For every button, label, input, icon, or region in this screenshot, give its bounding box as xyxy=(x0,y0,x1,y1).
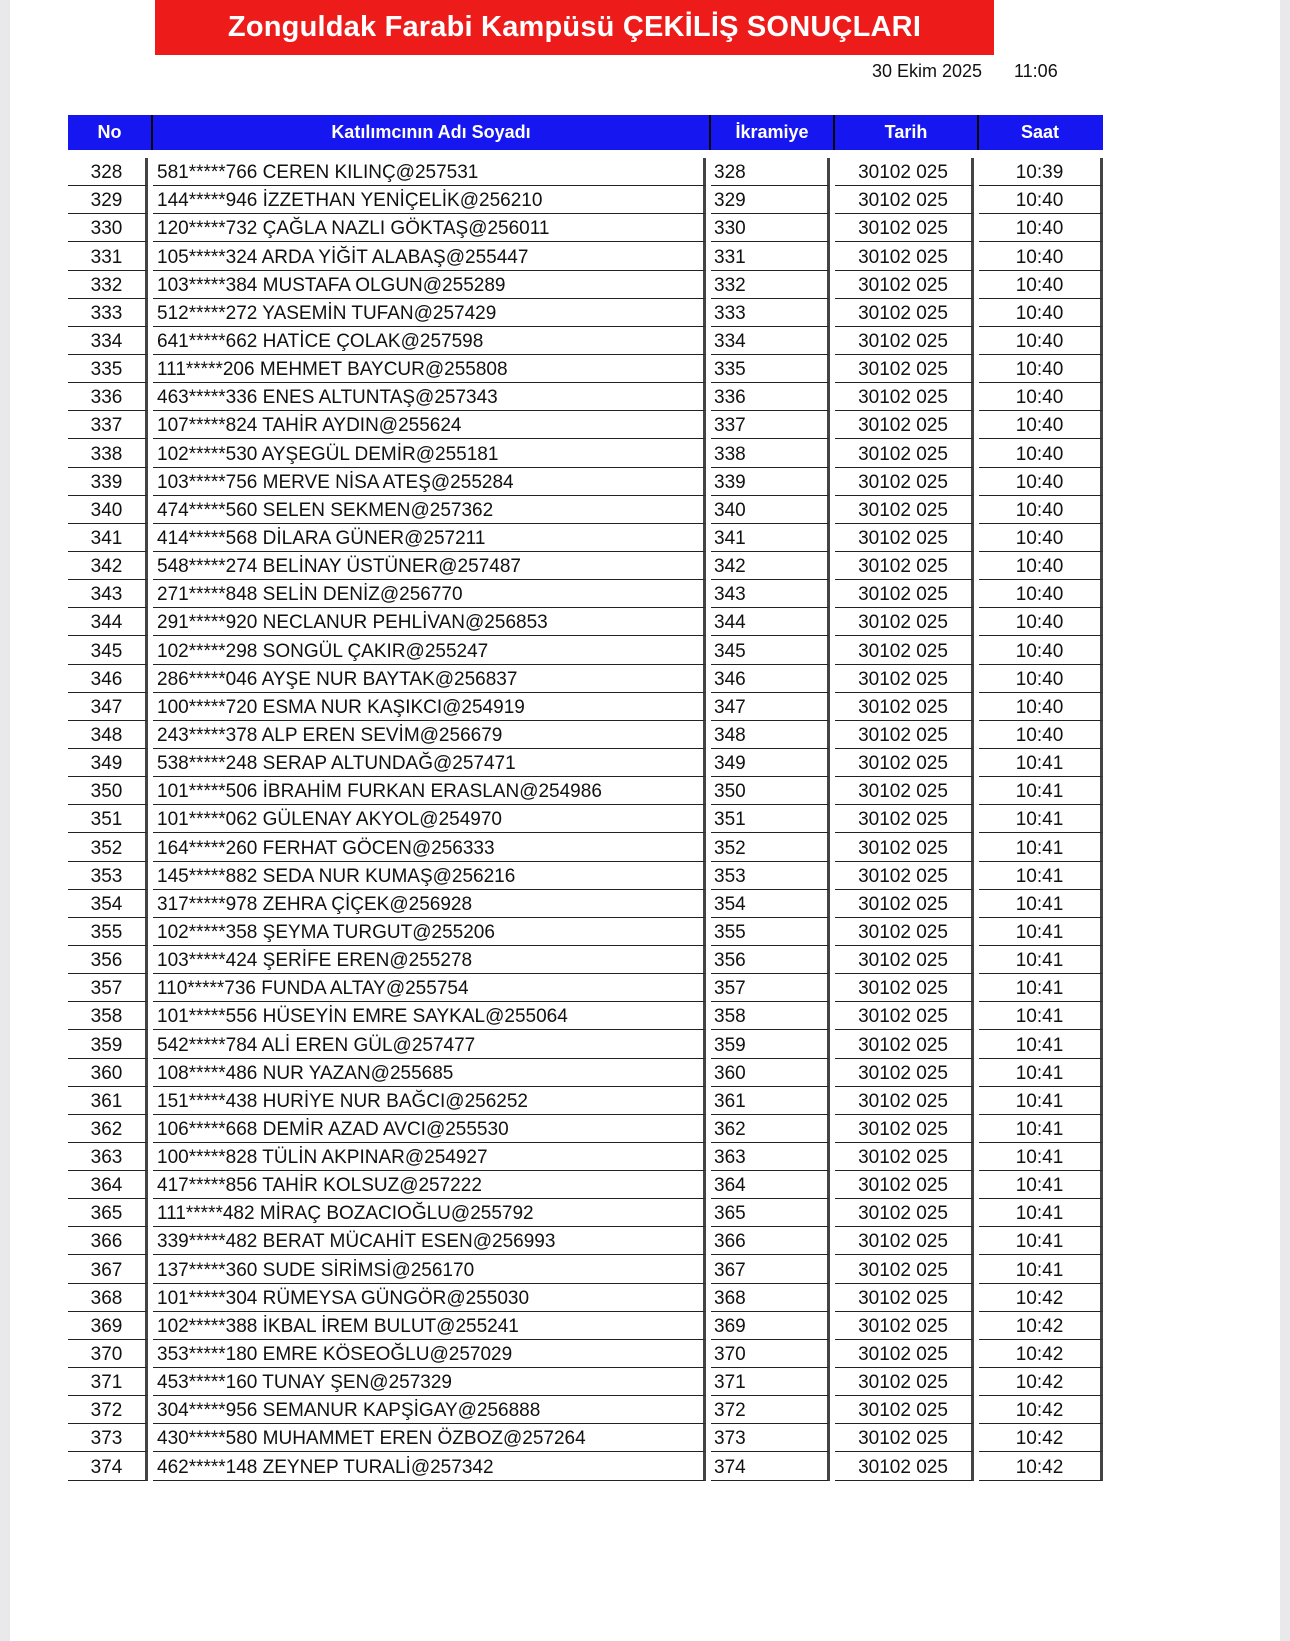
cell-date: 30102 025 xyxy=(835,1227,974,1255)
cell-no: 350 xyxy=(68,777,148,805)
cell-date: 30102 025 xyxy=(835,1030,974,1058)
table-row xyxy=(68,299,1123,327)
cell-date: 30102 025 xyxy=(835,777,974,805)
table-row xyxy=(68,327,1123,355)
cell-prize: 349 xyxy=(711,749,830,777)
cell-no: 332 xyxy=(68,271,148,299)
cell-time: 10:41 xyxy=(979,1199,1103,1227)
cell-time: 10:42 xyxy=(979,1368,1103,1396)
table-row xyxy=(68,946,1123,974)
cell-time: 10:40 xyxy=(979,439,1103,467)
cell-date: 30102 025 xyxy=(835,918,974,946)
cell-time: 10:40 xyxy=(979,242,1103,270)
table-row xyxy=(68,1143,1123,1171)
cell-participant: 102*****358 ŞEYMA TURGUT@255206 xyxy=(153,918,706,946)
cell-time: 10:41 xyxy=(979,1002,1103,1030)
cell-no: 328 xyxy=(68,158,148,186)
cell-prize: 357 xyxy=(711,974,830,1002)
cell-time: 10:40 xyxy=(979,383,1103,411)
cell-prize: 335 xyxy=(711,355,830,383)
cell-no: 370 xyxy=(68,1340,148,1368)
cell-time: 10:40 xyxy=(979,665,1103,693)
cell-time: 10:42 xyxy=(979,1396,1103,1424)
cell-no: 349 xyxy=(68,749,148,777)
cell-no: 355 xyxy=(68,918,148,946)
cell-no: 330 xyxy=(68,214,148,242)
table-row xyxy=(68,777,1123,805)
cell-date: 30102 025 xyxy=(835,552,974,580)
cell-participant: 581*****766 CEREN KILINÇ@257531 xyxy=(153,158,706,186)
cell-participant: 339*****482 BERAT MÜCAHİT ESEN@256993 xyxy=(153,1227,706,1255)
cell-no: 359 xyxy=(68,1030,148,1058)
cell-participant: 108*****486 NUR YAZAN@255685 xyxy=(153,1059,706,1087)
cell-date: 30102 025 xyxy=(835,214,974,242)
cell-date: 30102 025 xyxy=(835,1143,974,1171)
cell-prize: 371 xyxy=(711,1368,830,1396)
cell-date: 30102 025 xyxy=(835,1424,974,1452)
table-row xyxy=(68,524,1123,552)
cell-no: 371 xyxy=(68,1368,148,1396)
table-row xyxy=(68,1115,1123,1143)
cell-no: 372 xyxy=(68,1396,148,1424)
table-row xyxy=(68,974,1123,1002)
cell-time: 10:41 xyxy=(979,1059,1103,1087)
cell-no: 374 xyxy=(68,1452,148,1480)
table-row xyxy=(68,1171,1123,1199)
table-body xyxy=(68,158,1123,1481)
cell-no: 353 xyxy=(68,862,148,890)
table-row xyxy=(68,552,1123,580)
cell-prize: 328 xyxy=(711,158,830,186)
cell-participant: 100*****720 ESMA NUR KAŞIKCI@254919 xyxy=(153,693,706,721)
cell-prize: 352 xyxy=(711,833,830,861)
cell-no: 360 xyxy=(68,1059,148,1087)
cell-time: 10:40 xyxy=(979,693,1103,721)
table-row xyxy=(68,1002,1123,1030)
cell-time: 10:42 xyxy=(979,1452,1103,1480)
cell-prize: 364 xyxy=(711,1171,830,1199)
cell-time: 10:40 xyxy=(979,552,1103,580)
cell-time: 10:42 xyxy=(979,1424,1103,1452)
cell-time: 10:40 xyxy=(979,496,1103,524)
cell-participant: 145*****882 SEDA NUR KUMAŞ@256216 xyxy=(153,862,706,890)
cell-time: 10:40 xyxy=(979,580,1103,608)
cell-date: 30102 025 xyxy=(835,186,974,214)
cell-no: 331 xyxy=(68,242,148,270)
cell-no: 362 xyxy=(68,1115,148,1143)
cell-time: 10:42 xyxy=(979,1340,1103,1368)
cell-no: 336 xyxy=(68,383,148,411)
cell-participant: 317*****978 ZEHRA ÇİÇEK@256928 xyxy=(153,890,706,918)
cell-no: 335 xyxy=(68,355,148,383)
cell-no: 351 xyxy=(68,805,148,833)
cell-time: 10:41 xyxy=(979,918,1103,946)
cell-time: 10:42 xyxy=(979,1284,1103,1312)
cell-no: 345 xyxy=(68,636,148,664)
column-header-no: No xyxy=(68,115,153,150)
cell-participant: 414*****568 DİLARA GÜNER@257211 xyxy=(153,524,706,552)
cell-date: 30102 025 xyxy=(835,299,974,327)
cell-participant: 463*****336 ENES ALTUNTAŞ@257343 xyxy=(153,383,706,411)
cell-no: 343 xyxy=(68,580,148,608)
cell-date: 30102 025 xyxy=(835,1284,974,1312)
cell-prize: 359 xyxy=(711,1030,830,1058)
table-row xyxy=(68,1424,1123,1452)
cell-prize: 365 xyxy=(711,1199,830,1227)
cell-time: 10:41 xyxy=(979,862,1103,890)
cell-time: 10:42 xyxy=(979,1312,1103,1340)
cell-prize: 373 xyxy=(711,1424,830,1452)
column-header-name: Katılımcının Adı Soyadı xyxy=(153,115,711,150)
cell-participant: 542*****784 ALİ EREN GÜL@257477 xyxy=(153,1030,706,1058)
table-row xyxy=(68,862,1123,890)
cell-prize: 363 xyxy=(711,1143,830,1171)
cell-date: 30102 025 xyxy=(835,1087,974,1115)
table-row xyxy=(68,608,1123,636)
cell-no: 364 xyxy=(68,1171,148,1199)
cell-prize: 337 xyxy=(711,411,830,439)
cell-participant: 102*****530 AYŞEGÜL DEMİR@255181 xyxy=(153,439,706,467)
cell-participant: 548*****274 BELİNAY ÜSTÜNER@257487 xyxy=(153,552,706,580)
table-row xyxy=(68,186,1123,214)
cell-prize: 331 xyxy=(711,242,830,270)
cell-participant: 103*****424 ŞERİFE EREN@255278 xyxy=(153,946,706,974)
cell-date: 30102 025 xyxy=(835,749,974,777)
cell-date: 30102 025 xyxy=(835,468,974,496)
cell-no: 357 xyxy=(68,974,148,1002)
table-row xyxy=(68,693,1123,721)
cell-participant: 538*****248 SERAP ALTUNDAĞ@257471 xyxy=(153,749,706,777)
table-row xyxy=(68,383,1123,411)
cell-time: 10:41 xyxy=(979,1087,1103,1115)
cell-date: 30102 025 xyxy=(835,1059,974,1087)
cell-date: 30102 025 xyxy=(835,1199,974,1227)
cell-date: 30102 025 xyxy=(835,721,974,749)
cell-participant: 101*****304 RÜMEYSA GÜNGÖR@255030 xyxy=(153,1284,706,1312)
table-row xyxy=(68,1199,1123,1227)
cell-time: 10:40 xyxy=(979,214,1103,242)
cell-time: 10:41 xyxy=(979,1171,1103,1199)
cell-prize: 360 xyxy=(711,1059,830,1087)
cell-date: 30102 025 xyxy=(835,1171,974,1199)
table-row xyxy=(68,749,1123,777)
cell-no: 341 xyxy=(68,524,148,552)
cell-no: 342 xyxy=(68,552,148,580)
cell-participant: 105*****324 ARDA YİĞİT ALABAŞ@255447 xyxy=(153,242,706,270)
cell-no: 329 xyxy=(68,186,148,214)
cell-date: 30102 025 xyxy=(835,411,974,439)
table-row xyxy=(68,580,1123,608)
table-row xyxy=(68,1227,1123,1255)
cell-date: 30102 025 xyxy=(835,158,974,186)
table-row xyxy=(68,439,1123,467)
cell-prize: 330 xyxy=(711,214,830,242)
cell-participant: 474*****560 SELEN SEKMEN@257362 xyxy=(153,496,706,524)
cell-prize: 372 xyxy=(711,1396,830,1424)
cell-no: 333 xyxy=(68,299,148,327)
cell-no: 337 xyxy=(68,411,148,439)
cell-prize: 369 xyxy=(711,1312,830,1340)
cell-no: 356 xyxy=(68,946,148,974)
cell-no: 366 xyxy=(68,1227,148,1255)
cell-prize: 361 xyxy=(711,1087,830,1115)
cell-participant: 101*****556 HÜSEYİN EMRE SAYKAL@255064 xyxy=(153,1002,706,1030)
cell-date: 30102 025 xyxy=(835,1368,974,1396)
cell-date: 30102 025 xyxy=(835,1002,974,1030)
cell-date: 30102 025 xyxy=(835,1340,974,1368)
cell-date: 30102 025 xyxy=(835,242,974,270)
cell-date: 30102 025 xyxy=(835,1312,974,1340)
cell-participant: 164*****260 FERHAT GÖCEN@256333 xyxy=(153,833,706,861)
table-row xyxy=(68,158,1123,186)
cell-participant: 102*****388 İKBAL İREM BULUT@255241 xyxy=(153,1312,706,1340)
cell-date: 30102 025 xyxy=(835,636,974,664)
table-row xyxy=(68,1340,1123,1368)
cell-no: 373 xyxy=(68,1424,148,1452)
cell-prize: 347 xyxy=(711,693,830,721)
table-row xyxy=(68,805,1123,833)
results-table xyxy=(68,115,1123,1481)
cell-date: 30102 025 xyxy=(835,1115,974,1143)
cell-no: 365 xyxy=(68,1199,148,1227)
cell-date: 30102 025 xyxy=(835,1452,974,1480)
cell-prize: 366 xyxy=(711,1227,830,1255)
cell-prize: 342 xyxy=(711,552,830,580)
table-row xyxy=(68,496,1123,524)
cell-no: 368 xyxy=(68,1284,148,1312)
cell-prize: 370 xyxy=(711,1340,830,1368)
cell-date: 30102 025 xyxy=(835,805,974,833)
cell-prize: 332 xyxy=(711,271,830,299)
cell-prize: 355 xyxy=(711,918,830,946)
cell-prize: 338 xyxy=(711,439,830,467)
cell-participant: 120*****732 ÇAĞLA NAZLI GÖKTAŞ@256011 xyxy=(153,214,706,242)
cell-time: 10:40 xyxy=(979,468,1103,496)
cell-time: 10:40 xyxy=(979,411,1103,439)
table-row xyxy=(68,636,1123,664)
cell-time: 10:39 xyxy=(979,158,1103,186)
cell-no: 363 xyxy=(68,1143,148,1171)
table-row xyxy=(68,721,1123,749)
cell-participant: 462*****148 ZEYNEP TURALİ@257342 xyxy=(153,1452,706,1480)
cell-time: 10:41 xyxy=(979,777,1103,805)
cell-time: 10:40 xyxy=(979,524,1103,552)
cell-prize: 344 xyxy=(711,608,830,636)
cell-prize: 341 xyxy=(711,524,830,552)
cell-prize: 333 xyxy=(711,299,830,327)
cell-participant: 100*****828 TÜLİN AKPINAR@254927 xyxy=(153,1143,706,1171)
cell-prize: 334 xyxy=(711,327,830,355)
cell-participant: 106*****668 DEMİR AZAD AVCI@255530 xyxy=(153,1115,706,1143)
cell-prize: 353 xyxy=(711,862,830,890)
cell-time: 10:41 xyxy=(979,1227,1103,1255)
cell-participant: 110*****736 FUNDA ALTAY@255754 xyxy=(153,974,706,1002)
cell-participant: 453*****160 TUNAY ŞEN@257329 xyxy=(153,1368,706,1396)
table-row xyxy=(68,918,1123,946)
print-date: 30 Ekim 2025 xyxy=(872,61,983,81)
cell-participant: 111*****206 MEHMET BAYCUR@255808 xyxy=(153,355,706,383)
table-row xyxy=(68,833,1123,861)
cell-date: 30102 025 xyxy=(835,665,974,693)
cell-date: 30102 025 xyxy=(835,327,974,355)
cell-participant: 102*****298 SONGÜL ÇAKIR@255247 xyxy=(153,636,706,664)
cell-date: 30102 025 xyxy=(835,355,974,383)
cell-no: 340 xyxy=(68,496,148,524)
table-row xyxy=(68,1452,1123,1480)
cell-date: 30102 025 xyxy=(835,974,974,1002)
cell-participant: 101*****062 GÜLENAY AKYOL@254970 xyxy=(153,805,706,833)
cell-date: 30102 025 xyxy=(835,608,974,636)
cell-date: 30102 025 xyxy=(835,439,974,467)
cell-time: 10:41 xyxy=(979,1255,1103,1283)
cell-no: 352 xyxy=(68,833,148,861)
cell-time: 10:41 xyxy=(979,974,1103,1002)
cell-time: 10:40 xyxy=(979,271,1103,299)
cell-time: 10:40 xyxy=(979,608,1103,636)
cell-time: 10:41 xyxy=(979,833,1103,861)
cell-prize: 354 xyxy=(711,890,830,918)
cell-participant: 101*****506 İBRAHİM FURKAN ERASLAN@254986 xyxy=(153,777,706,805)
cell-no: 347 xyxy=(68,693,148,721)
cell-prize: 374 xyxy=(711,1452,830,1480)
cell-participant: 111*****482 MİRAÇ BOZACIOĞLU@255792 xyxy=(153,1199,706,1227)
cell-no: 361 xyxy=(68,1087,148,1115)
cell-participant: 271*****848 SELİN DENİZ@256770 xyxy=(153,580,706,608)
cell-participant: 353*****180 EMRE KÖSEOĞLU@257029 xyxy=(153,1340,706,1368)
cell-no: 367 xyxy=(68,1255,148,1283)
cell-prize: 336 xyxy=(711,383,830,411)
table-row xyxy=(68,890,1123,918)
cell-no: 358 xyxy=(68,1002,148,1030)
table-header xyxy=(68,115,1123,150)
cell-time: 10:40 xyxy=(979,721,1103,749)
cell-prize: 356 xyxy=(711,946,830,974)
cell-prize: 350 xyxy=(711,777,830,805)
cell-date: 30102 025 xyxy=(835,580,974,608)
cell-time: 10:40 xyxy=(979,636,1103,664)
cell-prize: 367 xyxy=(711,1255,830,1283)
cell-prize: 346 xyxy=(711,665,830,693)
table-row xyxy=(68,271,1123,299)
cell-participant: 291*****920 NECLANUR PEHLİVAN@256853 xyxy=(153,608,706,636)
table-row xyxy=(68,1255,1123,1283)
cell-no: 339 xyxy=(68,468,148,496)
cell-prize: 345 xyxy=(711,636,830,664)
cell-no: 344 xyxy=(68,608,148,636)
column-header-date: Tarih xyxy=(835,115,979,150)
cell-date: 30102 025 xyxy=(835,862,974,890)
cell-prize: 368 xyxy=(711,1284,830,1312)
cell-time: 10:41 xyxy=(979,805,1103,833)
cell-participant: 417*****856 TAHİR KOLSUZ@257222 xyxy=(153,1171,706,1199)
cell-time: 10:41 xyxy=(979,1030,1103,1058)
cell-participant: 144*****946 İZZETHAN YENİÇELİK@256210 xyxy=(153,186,706,214)
cell-prize: 362 xyxy=(711,1115,830,1143)
column-header-prize: İkramiye xyxy=(711,115,835,150)
table-row xyxy=(68,1030,1123,1058)
cell-participant: 107*****824 TAHİR AYDIN@255624 xyxy=(153,411,706,439)
cell-date: 30102 025 xyxy=(835,946,974,974)
table-row xyxy=(68,214,1123,242)
cell-participant: 103*****756 MERVE NİSA ATEŞ@255284 xyxy=(153,468,706,496)
cell-participant: 304*****956 SEMANUR KAPŞİGAY@256888 xyxy=(153,1396,706,1424)
page-title: Zonguldak Farabi Kampüsü ÇEKİLİŞ SONUÇLARI xyxy=(155,0,994,55)
table-row xyxy=(68,468,1123,496)
cell-prize: 351 xyxy=(711,805,830,833)
table-row xyxy=(68,1312,1123,1340)
cell-time: 10:40 xyxy=(979,299,1103,327)
cell-prize: 348 xyxy=(711,721,830,749)
cell-participant: 103*****384 MUSTAFA OLGUN@255289 xyxy=(153,271,706,299)
cell-time: 10:40 xyxy=(979,327,1103,355)
cell-date: 30102 025 xyxy=(835,383,974,411)
cell-date: 30102 025 xyxy=(835,890,974,918)
cell-participant: 512*****272 YASEMİN TUFAN@257429 xyxy=(153,299,706,327)
cell-date: 30102 025 xyxy=(835,1396,974,1424)
table-row xyxy=(68,665,1123,693)
cell-date: 30102 025 xyxy=(835,524,974,552)
table-row xyxy=(68,1396,1123,1424)
cell-participant: 243*****378 ALP EREN SEVİM@256679 xyxy=(153,721,706,749)
print-time: 11:06 xyxy=(1014,61,1058,81)
cell-time: 10:41 xyxy=(979,890,1103,918)
cell-time: 10:41 xyxy=(979,749,1103,777)
table-row xyxy=(68,1284,1123,1312)
cell-no: 369 xyxy=(68,1312,148,1340)
cell-no: 354 xyxy=(68,890,148,918)
cell-no: 334 xyxy=(68,327,148,355)
table-row xyxy=(68,1368,1123,1396)
cell-no: 348 xyxy=(68,721,148,749)
cell-no: 346 xyxy=(68,665,148,693)
table-row xyxy=(68,411,1123,439)
document-page xyxy=(10,0,1280,1641)
table-row xyxy=(68,1087,1123,1115)
cell-time: 10:41 xyxy=(979,1115,1103,1143)
cell-date: 30102 025 xyxy=(835,271,974,299)
cell-prize: 329 xyxy=(711,186,830,214)
cell-prize: 343 xyxy=(711,580,830,608)
cell-participant: 286*****046 AYŞE NUR BAYTAK@256837 xyxy=(153,665,706,693)
cell-participant: 151*****438 HURİYE NUR BAĞCI@256252 xyxy=(153,1087,706,1115)
cell-date: 30102 025 xyxy=(835,496,974,524)
cell-prize: 358 xyxy=(711,1002,830,1030)
cell-time: 10:40 xyxy=(979,355,1103,383)
cell-participant: 430*****580 MUHAMMET EREN ÖZBOZ@257264 xyxy=(153,1424,706,1452)
cell-time: 10:40 xyxy=(979,186,1103,214)
cell-prize: 340 xyxy=(711,496,830,524)
cell-date: 30102 025 xyxy=(835,693,974,721)
table-row xyxy=(68,242,1123,270)
cell-participant: 137*****360 SUDE SİRİMSİ@256170 xyxy=(153,1255,706,1283)
cell-time: 10:41 xyxy=(979,946,1103,974)
cell-prize: 339 xyxy=(711,468,830,496)
cell-date: 30102 025 xyxy=(835,1255,974,1283)
table-row xyxy=(68,355,1123,383)
cell-time: 10:41 xyxy=(979,1143,1103,1171)
cell-no: 338 xyxy=(68,439,148,467)
cell-participant: 641*****662 HATİCE ÇOLAK@257598 xyxy=(153,327,706,355)
cell-date: 30102 025 xyxy=(835,833,974,861)
column-header-time: Saat xyxy=(979,115,1103,150)
table-row xyxy=(68,1059,1123,1087)
